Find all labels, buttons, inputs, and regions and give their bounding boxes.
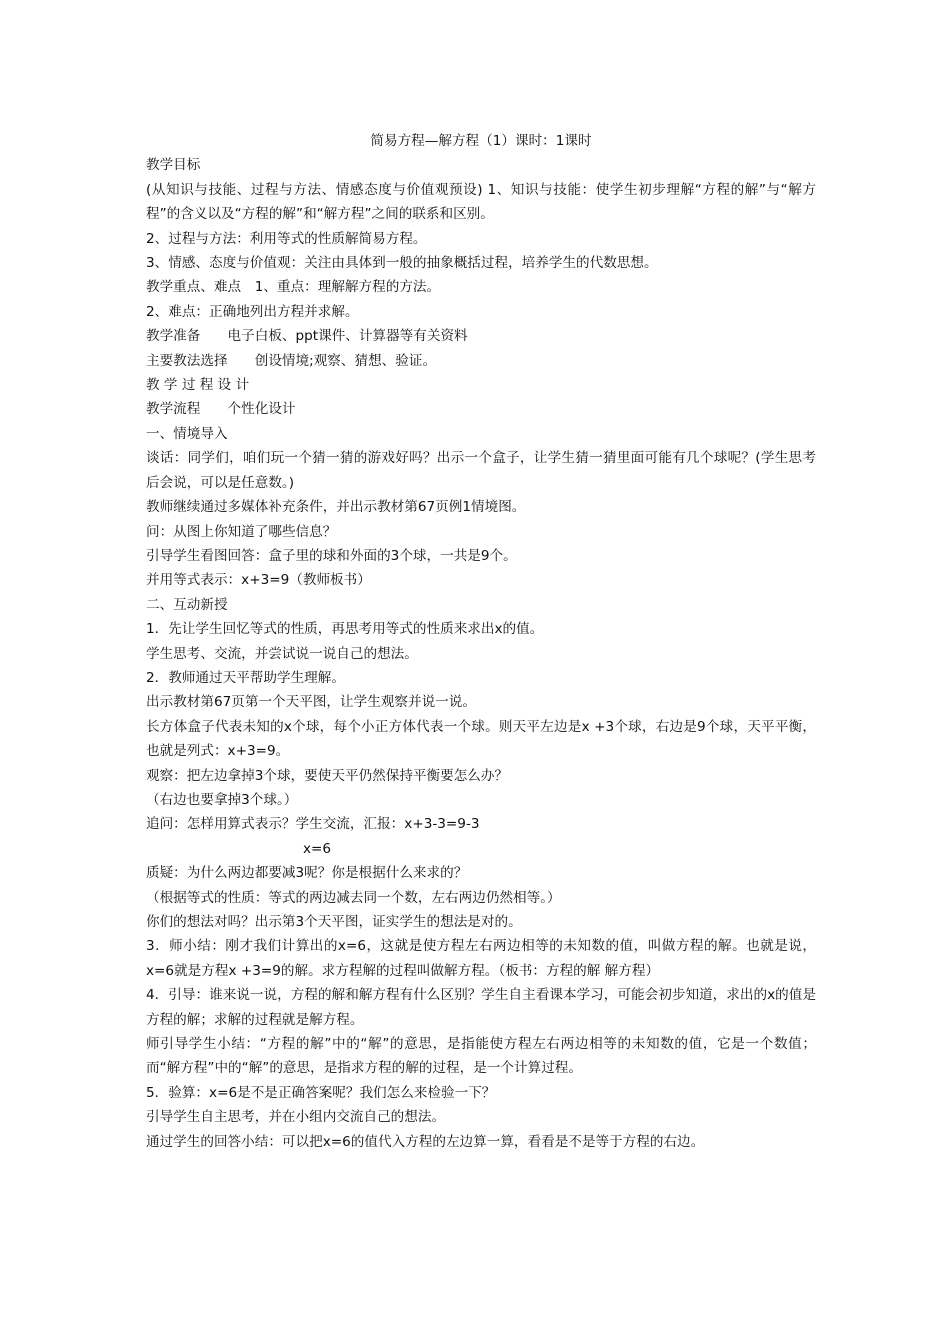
paragraph: 5．验算：x=6是不是正确答案呢？我们怎么来检验一下？ [146, 1084, 496, 1101]
paragraph: 你们的想法对吗？出示第3个天平图，证实学生的想法是对的。 [146, 914, 522, 930]
paragraph: 1．先让学生回忆等式的性质，再思考用等式的性质来求出x的值。 [146, 621, 544, 638]
paragraph: 3．师小结：刚才我们计算出的x=6，这就是使方程左右两边相等的未知数的值，叫做方程的解。也就是说，x=6就是方程x +3=9的解。求方程解的过程叫做解方程。（板书：方程的解 解方程） [146, 938, 816, 979]
paragraph: 学生思考、交流，并尝试说一说自己的想法。 [146, 645, 418, 662]
paragraph: 观察：把左边拿掉3个球，要使天平仍然保持平衡要怎么办？ [146, 767, 509, 784]
paragraph: 引导学生看图回答：盒子里的球和外面的3个球，一共是9个。 [146, 547, 517, 564]
paragraph: 追问：怎样用算式表示？学生交流，汇报：x+3-3=9-3 [146, 816, 480, 833]
document-page [146, 129, 816, 1154]
paragraph: 教师继续通过多媒体补充条件，并出示教材第67页例1情境图。 [146, 499, 526, 516]
paragraph: 3、情感、态度与价值观：关注由具体到一般的抽象概括过程，培养学生的代数思想。 [146, 255, 658, 272]
document-title: 简易方程—解方程（1）课时：1课时 [370, 133, 592, 149]
paragraph: （右边也要拿掉3个球。） [146, 791, 298, 808]
paragraph: 教学流程 个性化设计 [146, 401, 296, 418]
paragraph: 质疑：为什么两边都要减3呢？你是根据什么来求的？ [146, 865, 468, 882]
paragraph: 问：从图上你知道了哪些信息？ [146, 523, 337, 540]
paragraph: 师引导学生小结：“方程的解”中的“解”的意思，是指能使方程左右两边相等的未知数的值，它是一个数值；而“解方程”中的“解”的意思，是指求方程的解的过程，是一个计算过程。 [146, 1036, 816, 1077]
paragraph: 引导学生自主思考，并在小组内交流自己的想法。 [146, 1109, 446, 1126]
section-heading: 教 学 过 程 设 计 [146, 377, 250, 394]
paragraph: 通过学生的回答小结：可以把x=6的值代入方程的左边算一算，看看是不是等于方程的右边。 [146, 1133, 705, 1150]
paragraph: 长方体盒子代表未知的x个球，每个小正方体代表一个球。则天平左边是x +3个球，右边是9个球，天平平衡，也就是列式：x+3=9。 [146, 718, 816, 760]
paragraph: 2、难点：正确地列出方程并求解。 [146, 303, 359, 320]
paragraph: 并用等式表示：x+3=9（教师板书） [146, 572, 371, 589]
paragraph: 出示教材第67页第一个天平图，让学生观察并说一说。 [146, 694, 476, 711]
paragraph: (从知识与技能、过程与方法、情感态度与价值观预设) 1、知识与技能：使学生初步理解“方程的解”与“解方程”的含义以及“方程的解”和“解方程”之间的联系和区别。 [146, 181, 816, 223]
paragraph: （根据等式的性质：等式的两边减去同一个数，左右两边仍然相等。） [146, 889, 561, 906]
paragraph: 谈话：同学们，咱们玩一个猜一猜的游戏好吗？出示一个盒子，让学生猜一猜里面可能有几个球呢？(学生思考后会说，可以是任意数。) [146, 450, 816, 491]
paragraph: 教学准备 电子白板、ppt课件、计算器等有关资料 [146, 328, 468, 345]
paragraph: 主要教法选择 创设情境;观察、猜想、验证。 [146, 352, 437, 369]
section-heading: 一、情境导入 [146, 425, 228, 442]
paragraph: 2．教师通过天平帮助学生理解。 [146, 669, 345, 686]
paragraph: 教学目标 [146, 157, 201, 174]
paragraph: 4．引导：谁来说一说，方程的解和解方程有什么区别？学生自主看课本学习，可能会初步知道，求出的x的值是方程的解；求解的过程就是解方程。 [146, 987, 816, 1028]
equation-line: x=6 [303, 840, 332, 857]
section-heading: 二、互动新授 [146, 596, 228, 613]
paragraph: 教学重点、难点 1、重点：理解解方程的方法。 [146, 279, 441, 296]
paragraph: 2、过程与方法：利用等式的性质解简易方程。 [146, 230, 427, 247]
